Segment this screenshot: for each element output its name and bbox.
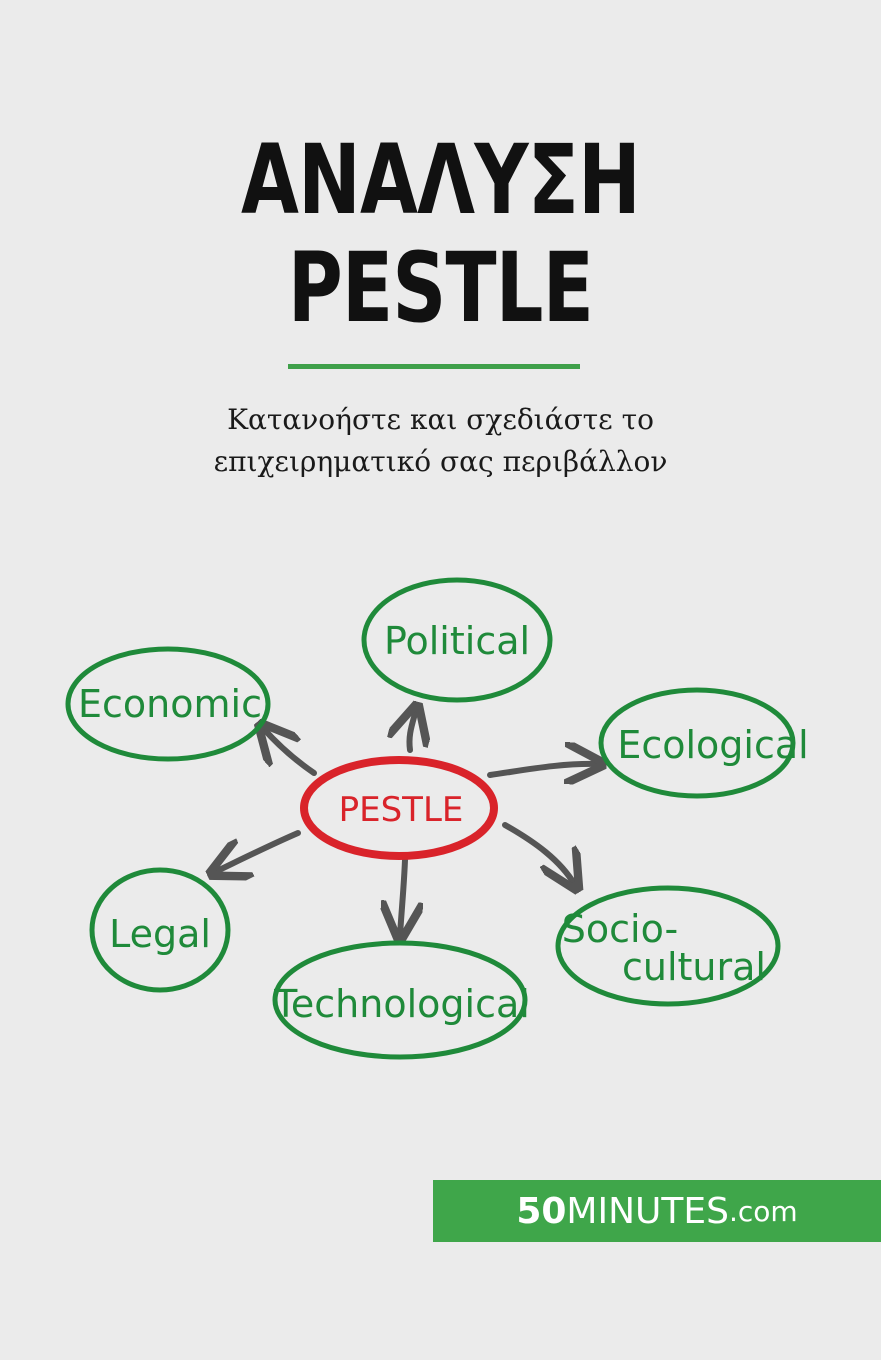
logo-word: MINUTES (566, 1190, 729, 1232)
pestle-mind-map (0, 560, 881, 1080)
logo-suffix: .com (728, 1194, 798, 1228)
title-divider (288, 364, 580, 369)
subtitle-line-2: επιχειρηματικό σας περιβάλλον (213, 445, 668, 478)
economic-label: Economic (78, 682, 262, 726)
sociocultural-label-line1: Socio- (561, 907, 679, 951)
sociocultural-label-line2: cultural (622, 945, 766, 989)
logo-number: 50 (516, 1190, 567, 1232)
arrow-to-economic (263, 728, 314, 773)
arrow-to-technological (400, 860, 405, 935)
political-label: Political (383, 619, 531, 663)
pestle-center-label: PESTLE (338, 790, 464, 830)
arrow-to-legal (215, 833, 298, 872)
title-line-1: ΑΝΑΛΥΣΗ (240, 124, 641, 236)
arrow-to-political (409, 710, 416, 750)
ecological-label: Ecological (617, 723, 809, 767)
subtitle-line-1: Κατανοήστε και σχεδιάστε το (227, 403, 654, 436)
arrow-to-sociocultural (505, 825, 575, 885)
legal-label: Legal (109, 912, 211, 956)
technological-label: Technological (274, 982, 530, 1026)
publisher-logo (433, 1180, 881, 1242)
arrow-to-ecological (490, 764, 598, 775)
title-line-2: PESTLE (287, 232, 594, 344)
